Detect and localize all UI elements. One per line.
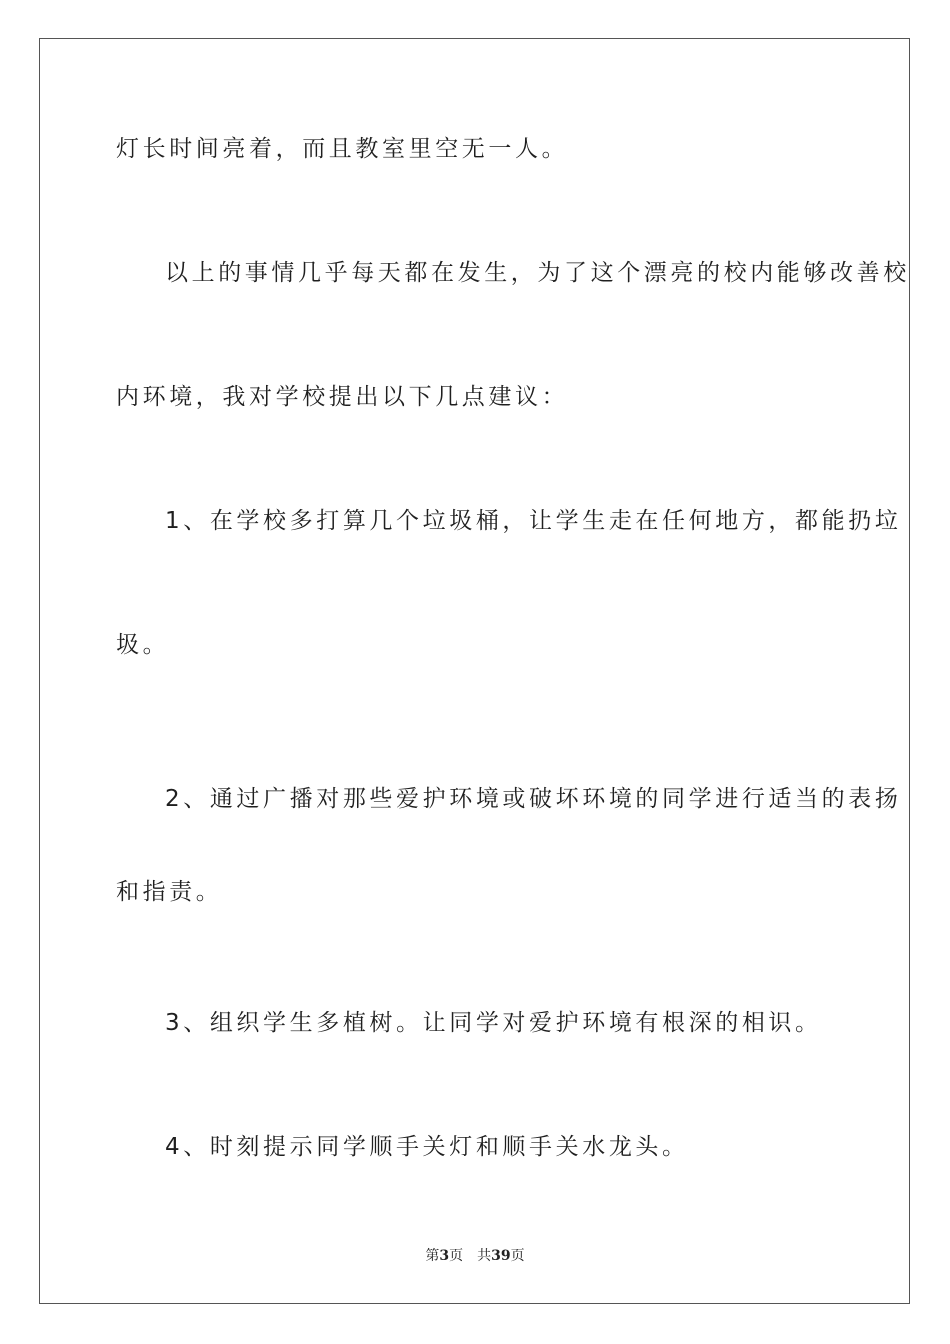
page-border (39, 38, 910, 1304)
total-suffix: 页 (510, 1248, 525, 1264)
paragraph-line: 灯长时间亮着，而且教室里空无一人。 (116, 136, 569, 162)
total-pages: 39 (491, 1248, 511, 1264)
page-number: 3 (439, 1248, 450, 1264)
paragraph-line: 内环境，我对学校提出以下几点建议： (116, 384, 569, 410)
list-item-line: 4、时刻提示同学顺手关灯和顺手关水龙头。 (165, 1134, 689, 1160)
paragraph-line: 以上的事情几乎每天都在发生，为了这个漂亮的校内能够改善校 (165, 260, 910, 286)
list-item-line: 3、组织学生多植树。让同学对爱护环境有根深的相识。 (165, 1010, 822, 1036)
list-item-line: 1、在学校多打算几个垃圾桶，让学生走在任何地方，都能扔垃 (165, 508, 902, 534)
page-footer (0, 1247, 950, 1265)
list-item-line: 和指责。 (116, 879, 223, 905)
page-prefix: 第 (425, 1248, 440, 1264)
total-prefix: 共 (477, 1248, 492, 1264)
list-item-line: 圾。 (116, 632, 170, 658)
list-item-line: 2、通过广播对那些爱护环境或破坏环境的同学进行适当的表扬 (165, 786, 902, 812)
page-suffix: 页 (449, 1248, 464, 1264)
